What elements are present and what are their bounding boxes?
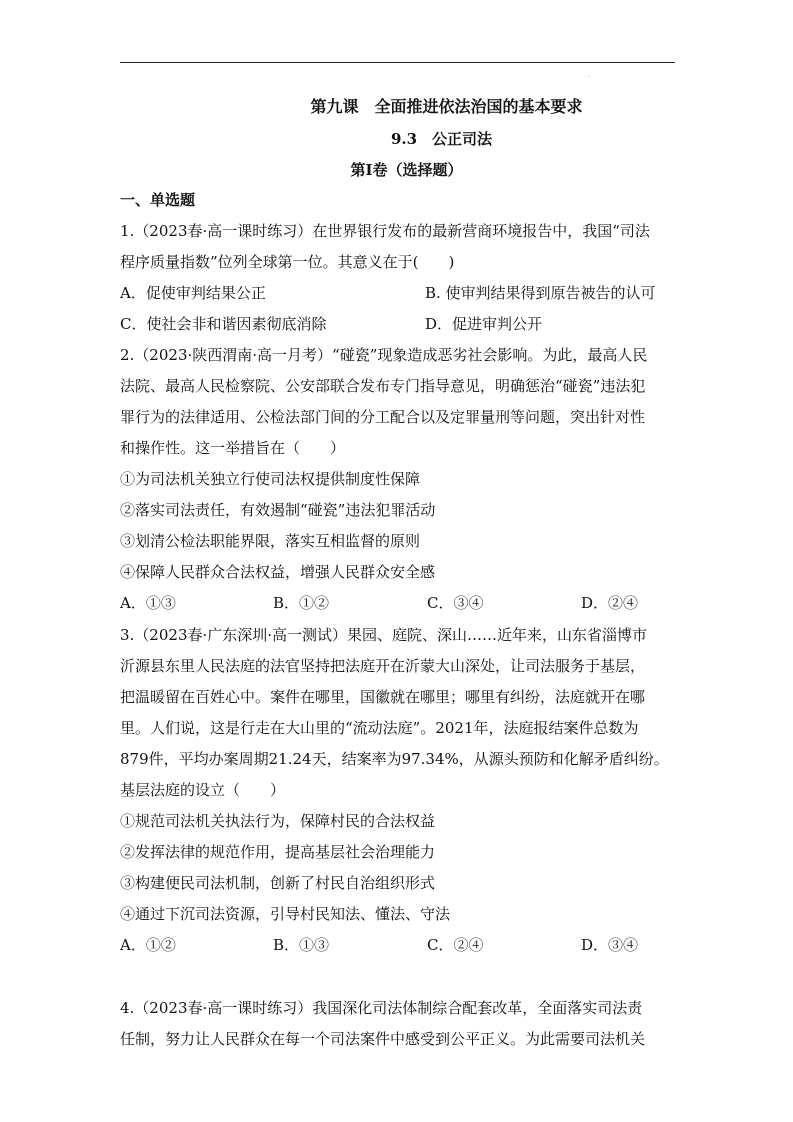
statement-item: ②落实司法责任，有效遏制“碰瓷”违法犯罪活动 (120, 501, 436, 519)
question-line: 沂源县东里人民法庭的法官坚持把法庭开在沂蒙大山深处，让司法服务于基层， (120, 657, 646, 675)
option-a: A．促使审判结果公正 (120, 284, 266, 302)
question-line: 879件，平均办案周期21.24天，结案率为97.34%，从源头预防和化解矛盾纠纷。 (120, 750, 669, 768)
question-line: 程序质量指数”位列全球第一位。其意义在于( ) (120, 253, 455, 271)
question-line: 1.（2023春·高一课时练习）在世界银行发布的最新营商环境报告中，我国“司法 (120, 222, 650, 240)
question-line: 法院、最高人民检察院、公安部联合发布专门指导意见，明确惩治“碰瓷”违法犯 (120, 377, 646, 395)
statement-item: ④通过下沉司法资源，引导村民知法、懂法、守法 (120, 905, 451, 923)
option-d: D．促进审判公开 (425, 315, 543, 333)
option-a: A．①② (120, 936, 176, 954)
option-c: C．②④ (427, 936, 484, 954)
statement-item: ①为司法机关独立行使司法权提供制度性保障 (120, 470, 421, 488)
option-b: B．①③ (273, 936, 330, 954)
scan-mark: . (588, 72, 590, 79)
header-rule (120, 62, 675, 63)
statement-item: ②发挥法律的规范作用，提高基层社会治理能力 (120, 843, 436, 861)
statement-item: ③构建便民司法机制，创新了村民自治组织形式 (120, 874, 436, 892)
option-b: B．①② (273, 594, 330, 612)
statement-item: ④保障人民群众合法权益，增强人民群众安全感 (120, 563, 436, 581)
question-line: 基层法庭的设立（ ） (120, 781, 286, 799)
question-line: 里。人们说，这是行走在大山里的“流动法庭”。2021年，法庭报结案件总数为 (120, 719, 639, 737)
statement-item: ③划清公检法职能界限，落实互相监督的原则 (120, 532, 421, 550)
section-subtitle: 9.3 公正司法 (390, 130, 493, 148)
question-line: 2.（2023·陕西渭南·高一月考）“碰瓷”现象造成恶劣社会影响。为此，最高人民 (120, 346, 648, 364)
section-heading: 一、单选题 (120, 191, 196, 209)
question-line: 罪行为的法律适用、公检法部门间的分工配合以及定罪量刑等问题，突出针对性 (120, 408, 646, 426)
question-line: 3.（2023春·广东深圳·高一测试）果园、庭院、深山……近年来，山东省淄博市 (120, 626, 648, 644)
lesson-title: 第九课 全面推进依法治国的基本要求 (310, 97, 583, 116)
question-line: 和操作性。这一举措旨在（ ） (120, 439, 346, 457)
option-c: C．③④ (427, 594, 484, 612)
question-line: 把温暖留在百姓心中。案件在哪里，国徽就在哪里；哪里有纠纷，法庭就开在哪 (120, 688, 646, 706)
option-d: D．②④ (581, 594, 639, 612)
question-line: 4.（2023春·高一课时练习）我国深化司法体制综合配套改革，全面落实司法责 (120, 999, 643, 1017)
volume-heading: 第Ⅰ卷（选择题） (350, 161, 463, 179)
option-b: B. 使审判结果得到原告被告的认可 (425, 284, 656, 302)
statement-item: ①规范司法机关执法行为，保障村民的合法权益 (120, 812, 436, 830)
option-c: C．使社会非和谐因素彻底消除 (120, 315, 327, 333)
question-line: 任制，努力让人民群众在每一个司法案件中感受到公平正义。为此需要司法机关 (120, 1030, 646, 1048)
option-d: D．③④ (581, 936, 639, 954)
option-a: A．①③ (120, 594, 176, 612)
